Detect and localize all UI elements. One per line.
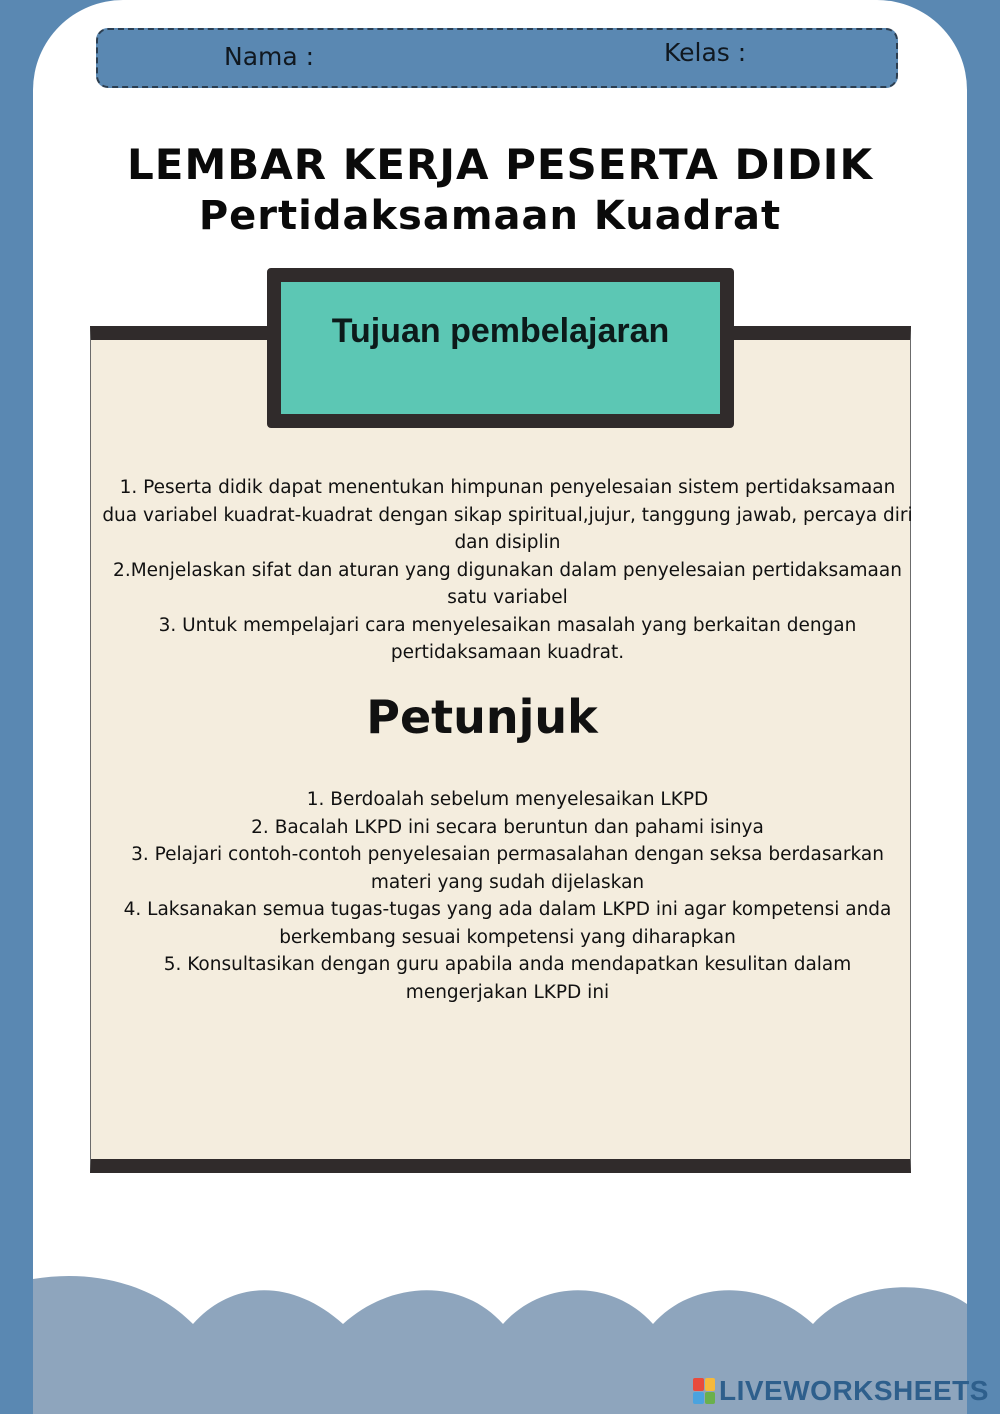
objective-item: 1. Peserta didik dapat menentukan himpunan penyelesaian sistem pertidaksamaan dua variabel kuadrat-kuadrat dengan sikap spiritual,jujur, tanggung jawab, percaya diri dan disiplin xyxy=(102,477,913,553)
worksheet-title: LEMBAR KERJA PESERTA DIDIK xyxy=(127,140,873,189)
brand-name: LIVEWORKSHEETS xyxy=(719,1375,989,1406)
liveworksheets-logo[interactable] xyxy=(693,1374,989,1408)
objectives-list xyxy=(100,474,915,667)
instructions-list xyxy=(100,786,915,1006)
instructions-heading: Petunjuk xyxy=(366,690,598,744)
instruction-item: 5. Konsultasikan dengan guru apabila anda mendapatkan kesulitan dalam mengerjakan LKPD ini xyxy=(163,954,852,1003)
objective-item: 2.Menjelaskan sifat dan aturan yang digunakan dalam penyelesaian pertidaksamaan satu variabel xyxy=(113,559,902,608)
instruction-item: 3. Pelajari contoh-contoh penyelesaian permasalahan dengan seksa berdasarkan materi yang sudah dijelaskan xyxy=(131,844,884,893)
instruction-item: 2. Bacalah LKPD ini secara beruntun dan pahami isinya xyxy=(251,816,764,838)
instruction-item: 1. Berdoalah sebelum menyelesaikan LKPD xyxy=(306,789,709,810)
student-info-bar xyxy=(96,28,898,88)
objectives-heading: Tujuan pembelajaran xyxy=(331,312,670,350)
objectives-heading-box xyxy=(267,268,734,428)
content-panel xyxy=(90,326,911,1173)
liveworksheets-icon xyxy=(693,1378,715,1404)
objective-item: 3. Untuk mempelajari cara menyelesaikan masalah yang berkaitan dengan pertidaksamaan kuadrat. xyxy=(158,614,857,663)
name-label: Nama : xyxy=(224,42,315,71)
worksheet-subtitle: Pertidaksamaan Kuadrat xyxy=(198,193,782,239)
instruction-item: 4. Laksanakan semua tugas-tugas yang ada dalam LKPD ini agar kompetensi anda berkembang sesuai kompetensi yang diharapkan xyxy=(123,899,892,948)
class-label: Kelas : xyxy=(664,38,747,67)
